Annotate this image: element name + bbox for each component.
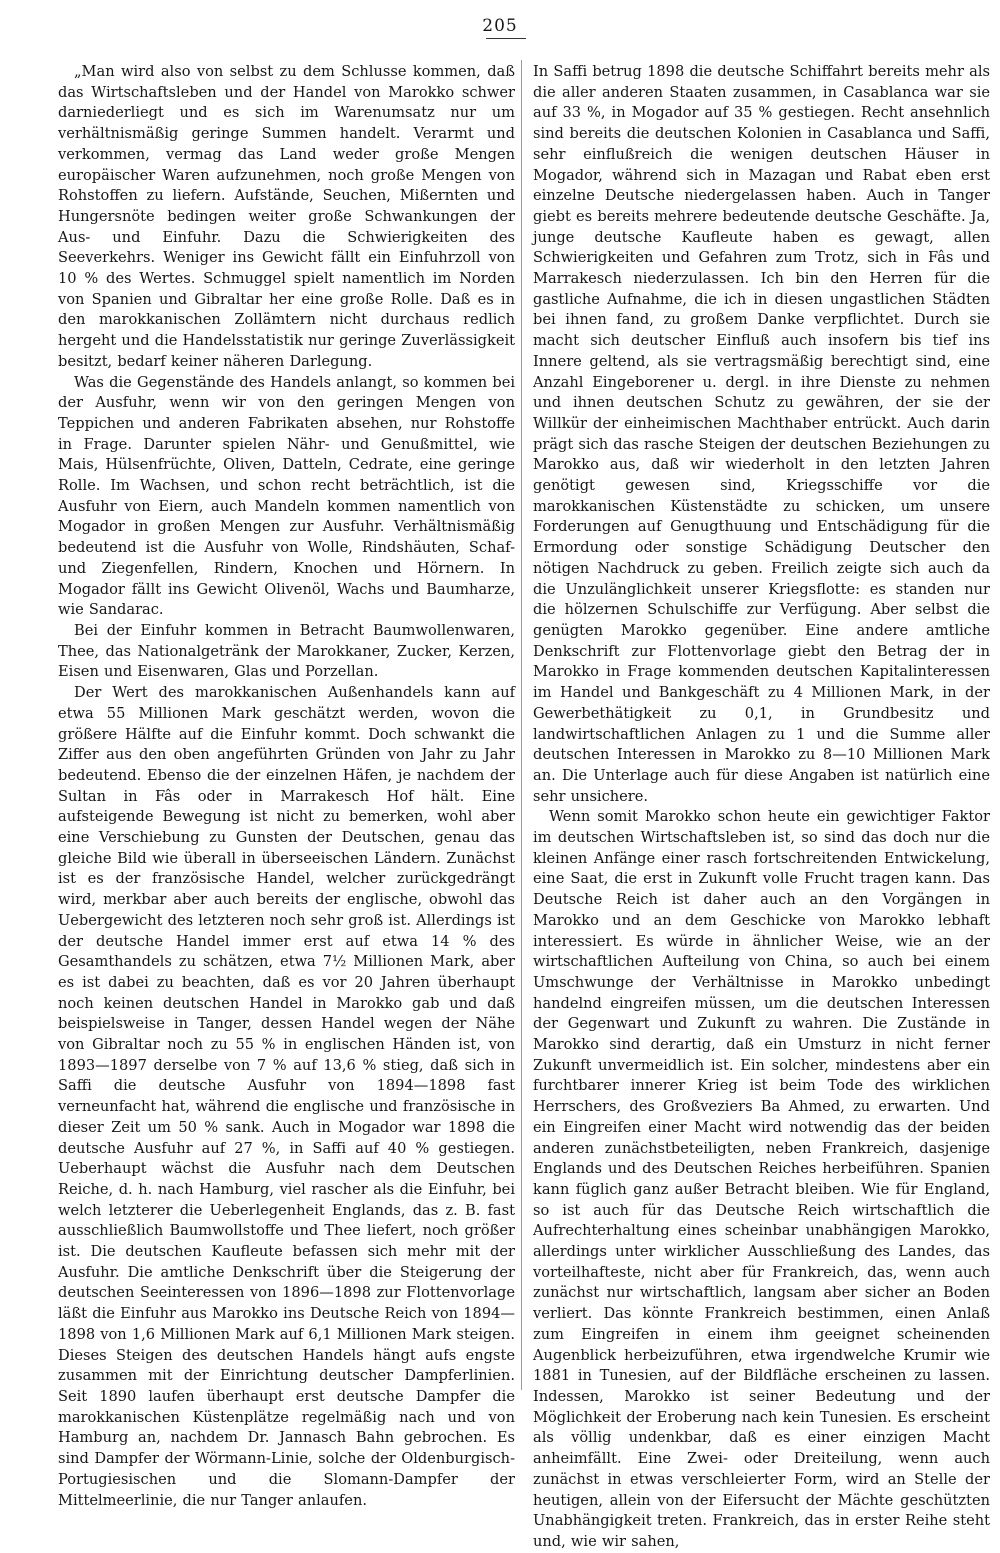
- page-number: 205: [482, 16, 518, 36]
- paragraph: In Saffi betrug 1898 die deutsche Schiffahrt bereits mehr als die aller anderen Staaten zusammen, in Casablanca war sie auf 33 %, in Mogador auf 35 % gestiegen. Recht ansehnlich sind bereits die deutschen Kolonien in Casablanca und Saffi, sehr einflußreich die wenigen deutschen Häuser in Mogador, während sich in Mazagan und Rabat eben erst einzelne Deutsche niedergelassen haben. Auch in Tanger giebt es bereits mehrere bedeutende deutsche Geschäfte. Ja, junge deutsche Kaufleute haben es gewagt, allen Schwierigkeiten und Gefahren zum Trotz, sich in Fâs und Marrakesch niederzulassen. Ich bin den Herren für die gastliche Aufnahme, die ich in diesen ungastlichen Städten bei ihnen fand, zu großem Danke verpflichtet. Durch sie macht sich deutscher Einfluß auch insofern bis tief ins Innere geltend, als sie vertragsmäßig berechtigt sind, eine Anzahl Eingeborener u. dergl. in ihre Dienste zu nehmen und ihnen deutschen Schutz zu gewähren, der sie der Willkür der einheimischen Machthaber entrückt. Auch darin prägt sich das rasche Steigen der deutschen Beziehungen zu Marokko aus, daß wir wiederholt in den letzten Jahren genötigt gewesen sind, Kriegsschiffe vor die marokkanischen Küstenstädte zu schicken, um unsere Forderungen auf Genugthuung und Entschädigung für die Ermordung oder sonstige Schädigung Deutscher den nötigen Nachdruck zu geben. Freilich zeigte sich auch da die Unzulänglichkeit unserer Kriegsflotte: es standen nur die hölzernen Schulschiffe zur Verfügung. Aber selbst die genügten Marokko gegenüber. Eine andere amtliche Denkschrift zur Flottenvorlage giebt den Betrag der in Marokko in Frage kommenden deutschen Kapitalinteressen im Handel und Bankgeschäft zu 4 Millionen Mark, in der Gewerbethätigkeit zu 0,1, in Grundbesitz und landwirtschaftlichen Anlagen zu 1 und die Summe aller deutschen Interessen in Marokko zu 8—10 Millionen Mark an. Die Unterlage auch für diese Angaben ist natürlich eine sehr unsichere.: [533, 63, 990, 805]
- right-column: [533, 62, 990, 1553]
- paragraph: „Man wird also von selbst zu dem Schlusse kommen, daß das Wirtschaftsleben und der Handel von Marokko schwer darniederliegt und es sich im Warenumsatz nur um verhältnismäßig geringe Summen handelt. Verarmt und verkommen, vermag das Land weder große Mengen europäischer Waren aufzunehmen, noch große Mengen von Rohstoffen zu liefern. Aufstände, Seuchen, Mißernten und Hungersnöte bedingen weiter große Schwankungen der Aus- und Einfuhr. Dazu die Schwierigkeiten des Seeverkehrs. Weniger ins Gewicht fällt ein Einfuhrzoll von 10 % des Wertes. Schmuggel spielt namentlich im Norden von Spanien und Gibraltar her eine große Rolle. Daß es in den marokkanischen Zollämtern nicht durchaus redlich hergeht und die Handelsstatistik nur geringe Zuverlässigkeit besitzt, bedarf keiner näheren Darlegung.: [58, 63, 515, 370]
- paragraph: Der Wert des marokkanischen Außenhandels kann auf etwa 55 Millionen Mark geschätzt werden, wovon die größere Hälfte auf die Einfuhr kommt. Doch schwankt die Ziffer aus den oben angeführten Gründen von Jahr zu Jahr bedeutend. Ebenso die der einzelnen Häfen, je nachdem der Sultan in Fâs oder in Marrakesch Hof hält. Eine aufsteigende Bewegung ist nicht zu bemerken, wohl aber eine Verschiebung zu Gunsten der Deutschen, genau das gleiche Bild wie überall in überseeischen Ländern. Zunächst ist es der französische Handel, welcher zurückgedrängt wird, merkbar aber auch bereits der englische, obwohl das Uebergewicht des letzteren noch sehr groß ist. Allerdings ist der deutsche Handel immer erst auf etwa 14 % des Gesamthandels zu schätzen, etwa 7½ Millionen Mark, aber es ist dabei zu beachten, daß es vor 20 Jahren überhaupt noch keinen deutschen Handel in Marokko gab und daß beispielsweise in Tanger, dessen Handel wegen der Nähe von Gibraltar noch zu 55 % in englischen Händen ist, von 1893—1897 derselbe von 7 % auf 13,6 % stieg, daß sich in Saffi die deutsche Ausfuhr von 1894—1898 fast verneunfacht hat, während die englische und französische in dieser Zeit um 50 % sank. Auch in Mogador war 1898 die deutsche Ausfuhr auf 27 %, in Saffi auf 40 % gestiegen. Ueberhaupt wächst die Ausfuhr nach dem Deutschen Reiche, d. h. nach Hamburg, viel rascher als die Einfuhr, bei welch letzterer die Ueberlegenheit Englands, das z. B. fast ausschließlich Baumwollstoffe und Thee liefert, noch größer ist. Die deutschen Kaufleute befassen sich mehr mit der Ausfuhr. Die amtliche Denkschrift über die Steigerung der deutschen Seeinteressen von 1896—1898 zur Flottenvorlage läßt die Einfuhr aus Marokko ins Deutsche Reich von 1894—1898 von 1,6 Millionen Mark auf 6,1 Millionen Mark steigen. Dieses Steigen des deutschen Handels hängt aufs engste zusammen mit der Einrichtung deutscher Dampferlinien. Seit 1890 laufen überhaupt erst deutsche Dampfer die marokkanischen Küstenplätze regelmäßig nach und von Hamburg an, nachdem Dr. Jannasch Bahn gebrochen. Es sind Dampfer der Wörmann-Linie, solche der Oldenburgisch-Portugiesischen und die Slomann-Dampfer der Mittelmeerlinie, die nur Tanger anlaufen.: [58, 684, 516, 1509]
- paragraph: Was die Gegenstände des Handels anlangt, so kommen bei der Ausfuhr, wenn wir von den geringen Mengen von Teppichen und anderen Fabrikaten absehen, nur Rohstoffe in Frage. Darunter spielen Nähr- und Genußmittel, wie Mais, Hülsenfrüchte, Oliven, Datteln, Cedrate, eine geringe Rolle. Im Wachsen, und schon recht beträchtlich, ist die Ausfuhr von Eiern, auch Mandeln kommen namentlich von Mogador in großen Mengen zur Ausfuhr. Verhältnismäßig bedeutend ist die Ausfuhr von Wolle, Rindshäuten, Schaf- und Ziegenfellen, Rindern, Knochen und Hörnern. In Mogador fällt ins Gewicht Olivenöl, Wachs und Baumharze, wie Sandarac.: [58, 373, 515, 619]
- paragraph: Wenn somit Marokko schon heute ein gewichtiger Faktor im deutschen Wirtschaftsleben ist, so sind das doch nur die kleinen Anfänge einer rasch fortschreitenden Entwickelung, eine Saat, die erst in Zukunft volle Frucht tragen kann. Das Deutsche Reich ist daher auch an den Vorgängen in Marokko und an dem Geschicke von Marokko lebhaft interessiert. Es würde in ähnlicher Weise, wie an der wirtschaftlichen Aufteilung von China, so auch bei einem Umschwunge der Verhältnisse in Marokko unbedingt handelnd eingreifen müssen, um die deutschen Interessen der Gegenwart und Zukunft zu wahren. Die Zustände in Marokko sind derartig, daß ein Umsturz in nicht ferner Zukunft unvermeidlich ist. Ein solcher, mindestens aber ein furchtbarer innerer Krieg ist beim Tode des wirklichen Herrschers, des Großveziers Ba Ahmed, zu erwarten. Und ein Eingreifen einer Macht wird notwendig das der beiden anderen zunächstbeteiligten, neben Frankreich, dasjenige Englands und des Deutschen Reiches herbeiführen. Spanien kann füglich ganz außer Betracht bleiben. Wie für England, so ist auch für das Deutsche Reich wirtschaftlich die Aufrechterhaltung eines scheinbar unabhängigen Marokko, allerdings unter wirklicher Ausschließung des Landes, das vorteilhafteste, nicht aber für Frankreich, das, wenn auch zunächst nur wirtschaftlich, langsam aber sicher an Boden verliert. Das könnte Frankreich bestimmen, einen Anlaß zum Eingreifen in einem ihm geeignet scheinenden Augenblick herbeizuführen, etwa irgendwelche Krumir wie 1881 in Tunesien, auf der Bildfläche erscheinen zu lassen. Indessen, Marokko ist seiner Bedeutung und der Möglichkeit der Eroberung nach kein Tunesien. Es erscheint als völlig undenkbar, daß es einer einzigen Macht anheimfällt. Eine Zwei- oder Dreiteilung, wenn auch zunächst in etwas verschleierter Form, wird an Stelle der heutigen, allein von der Eifersucht der Mächte geschützten Unabhängigkeit treten. Frankreich, das in erster Reihe steht und, wie wir sahen,: [533, 808, 990, 1550]
- column-divider: [521, 60, 522, 1390]
- paragraph: Bei der Einfuhr kommen in Betracht Baumwollenwaren, Thee, das Nationalgetränk der Marokkaner, Zucker, Kerzen, Eisen und Eisenwaren, Glas und Porzellan.: [58, 621, 515, 681]
- left-column: [58, 62, 515, 1511]
- page-number-underline: [486, 38, 526, 39]
